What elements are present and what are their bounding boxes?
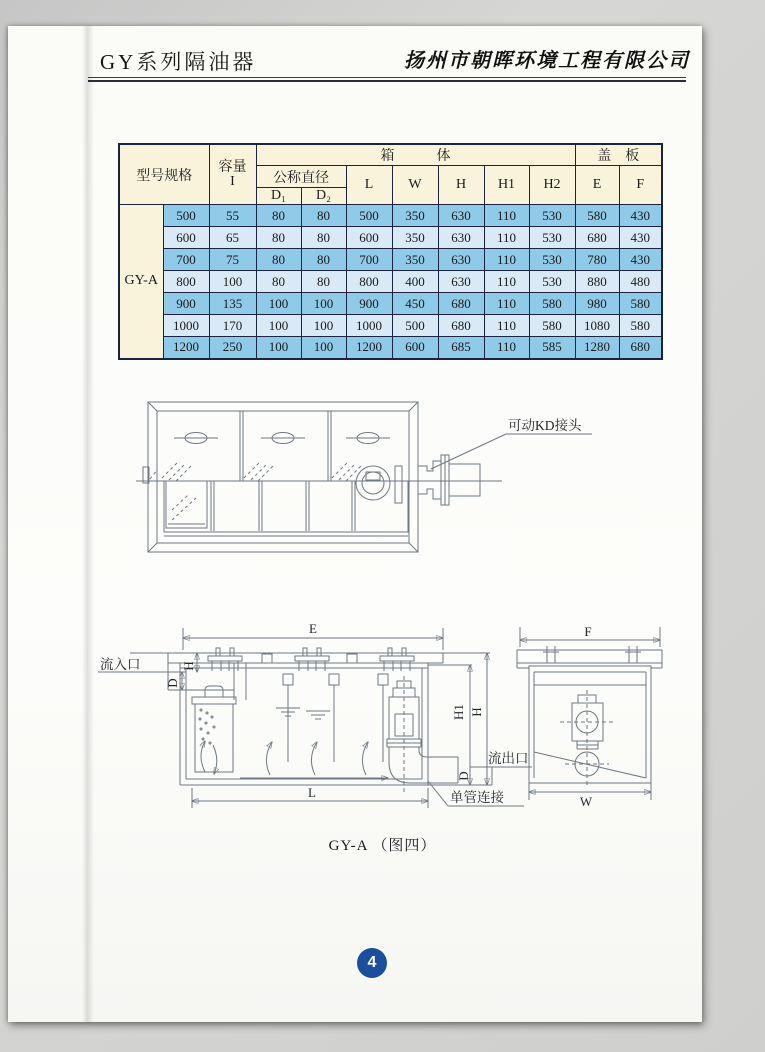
table-cell: 1000	[163, 315, 209, 337]
table-cell: 580	[529, 315, 575, 337]
table-cell: 1200	[163, 337, 209, 359]
table-cell: 350	[392, 227, 438, 249]
table-cell: 585	[529, 337, 575, 359]
table-cell: 110	[484, 337, 529, 359]
model-cell: GY-A	[119, 205, 163, 359]
spec-table	[118, 143, 663, 360]
col-header-model: 型号规格	[119, 144, 209, 205]
capacity-label: 容量	[218, 159, 247, 175]
table-cell: 880	[575, 271, 619, 293]
col-header-diameter: 公称直径	[256, 166, 346, 188]
col-header-d2: D₂	[301, 188, 346, 205]
dim-L-label: L	[308, 785, 316, 800]
table-cell: 450	[392, 293, 438, 315]
col-header-F: F	[619, 166, 662, 205]
dim-H1-label: H1	[451, 704, 466, 720]
table-cell: 630	[438, 227, 484, 249]
table-cell: 100	[301, 293, 346, 315]
lid-handle-icon	[346, 433, 390, 444]
table-cell: 80	[301, 205, 346, 227]
side-cover-clamps	[543, 646, 641, 663]
table-cell: 350	[392, 205, 438, 227]
dim-D-inlet-label: D	[165, 678, 180, 688]
col-header-E: E	[575, 166, 619, 205]
table-cell: 80	[256, 227, 301, 249]
water-level-icon	[276, 708, 330, 719]
page-number-badge	[357, 948, 387, 978]
table-cell: 580	[619, 315, 662, 337]
table-cell: 900	[346, 293, 392, 315]
company-name: 扬州市朝晖环境工程有限公司	[404, 50, 690, 72]
table-cell: 980	[575, 293, 619, 315]
table-cell: 580	[529, 293, 575, 315]
table-row	[119, 205, 662, 227]
table-cell: 900	[163, 293, 209, 315]
table-cell: 110	[484, 315, 529, 337]
table-cell: 430	[619, 227, 662, 249]
tank-compartments	[164, 466, 408, 536]
front-view	[98, 621, 532, 808]
table-row	[119, 227, 662, 249]
table-cell: 680	[438, 293, 484, 315]
table-cell: 80	[301, 227, 346, 249]
pump-side-view	[560, 690, 614, 788]
table-cell: 680	[575, 227, 619, 249]
table-cell: 110	[484, 271, 529, 293]
table-cell: 250	[209, 337, 256, 359]
group-header-cover: 盖 板	[575, 144, 662, 166]
table-row	[119, 337, 662, 359]
dim-H-inlet-label: H	[181, 661, 196, 671]
table-cell: 350	[392, 249, 438, 271]
table-cell: 800	[163, 271, 209, 293]
table-cell: 1280	[575, 337, 619, 359]
table-cell: 100	[256, 337, 301, 359]
table-cell: 500	[346, 205, 392, 227]
table-cell: 80	[256, 205, 301, 227]
table-cell: 170	[209, 315, 256, 337]
outflow-label: 流出口	[488, 751, 529, 766]
table-cell: 110	[484, 293, 529, 315]
col-header-d1: D₁	[256, 188, 301, 205]
header-rule	[88, 77, 686, 82]
table-cell: 1000	[346, 315, 392, 337]
dim-W-label: W	[579, 794, 593, 809]
table-cell: 530	[529, 249, 575, 271]
group-header-box: 箱 体	[256, 144, 575, 166]
table-cell: 400	[392, 271, 438, 293]
plan-view-drawing	[130, 395, 600, 560]
table-cell: 500	[392, 315, 438, 337]
section-view-drawing	[88, 615, 688, 820]
dim-E-label: E	[309, 621, 317, 636]
strainer-basket-section	[192, 686, 236, 772]
table-cell: 800	[346, 271, 392, 293]
table-cell: 580	[619, 293, 662, 315]
dim-F-label: F	[584, 624, 592, 639]
table-cell: 480	[619, 271, 662, 293]
table-cell: 630	[438, 205, 484, 227]
col-header-capacity	[209, 144, 256, 205]
table-cell: 700	[163, 249, 209, 271]
col-header-H2: H2	[529, 166, 575, 205]
table-cell: 80	[256, 271, 301, 293]
outlet-kd-joint	[418, 455, 480, 505]
figure-caption: GY-A （图四）	[328, 838, 437, 854]
table-cell: 630	[438, 271, 484, 293]
table-cell: 1080	[575, 315, 619, 337]
table-cell: 1200	[346, 337, 392, 359]
col-header-H: H	[438, 166, 484, 205]
table-cell: 685	[438, 337, 484, 359]
table-cell: 630	[438, 249, 484, 271]
hatch-marks	[150, 462, 362, 481]
table-row	[119, 271, 662, 293]
table-cell: 100	[256, 293, 301, 315]
table-cell: 110	[484, 249, 529, 271]
table-cell: 530	[529, 271, 575, 293]
table-cell: 600	[346, 227, 392, 249]
table-cell: 530	[529, 205, 575, 227]
table-cell: 680	[438, 315, 484, 337]
table-cell: 430	[619, 249, 662, 271]
table-row	[119, 249, 662, 271]
table-cell: 80	[256, 249, 301, 271]
table-cell: 600	[392, 337, 438, 359]
lid-handle-icon	[174, 433, 218, 444]
table-cell: 700	[346, 249, 392, 271]
table-cell: 100	[209, 271, 256, 293]
table-cell: 680	[619, 337, 662, 359]
table-cell: 75	[209, 249, 256, 271]
table-row	[119, 293, 662, 315]
spec-table-body	[119, 205, 662, 359]
table-cell: 100	[301, 337, 346, 359]
col-header-L: L	[346, 166, 392, 205]
table-cell: 80	[301, 249, 346, 271]
dim-H-label: H	[469, 707, 484, 717]
pump-top-view	[356, 466, 402, 503]
lid-panels	[150, 411, 390, 481]
table-cell: 780	[575, 249, 619, 271]
table-cell: 80	[301, 271, 346, 293]
page-title: GY系列隔油器	[100, 50, 257, 74]
table-cell: 580	[575, 205, 619, 227]
table-cell: 110	[484, 205, 529, 227]
table-cell: 55	[209, 205, 256, 227]
table-cell: 530	[529, 227, 575, 249]
table-cell: 600	[163, 227, 209, 249]
single-pipe-label: 单管连接	[450, 790, 504, 805]
col-header-H1: H1	[484, 166, 529, 205]
capacity-unit: I	[230, 173, 235, 189]
table-cell: 100	[301, 315, 346, 337]
table-cell: 110	[484, 227, 529, 249]
table-row	[119, 315, 662, 337]
tank-outline	[136, 402, 502, 552]
col-header-W: W	[392, 166, 438, 205]
lid-handle-icon	[261, 433, 305, 444]
side-view	[517, 624, 662, 809]
table-cell: 500	[163, 205, 209, 227]
dim-D-outlet-label: D	[456, 771, 471, 781]
table-cell: 430	[619, 205, 662, 227]
inflow-label: 流入口	[100, 657, 141, 672]
kd-callout	[431, 417, 592, 469]
table-cell: 100	[256, 315, 301, 337]
strainer-basket	[166, 481, 207, 528]
baffles	[283, 674, 388, 762]
page-number: 4	[367, 954, 377, 971]
table-cell: 135	[209, 293, 256, 315]
kd-joint-label: 可动KD接头	[508, 418, 582, 433]
table-cell: 65	[209, 227, 256, 249]
